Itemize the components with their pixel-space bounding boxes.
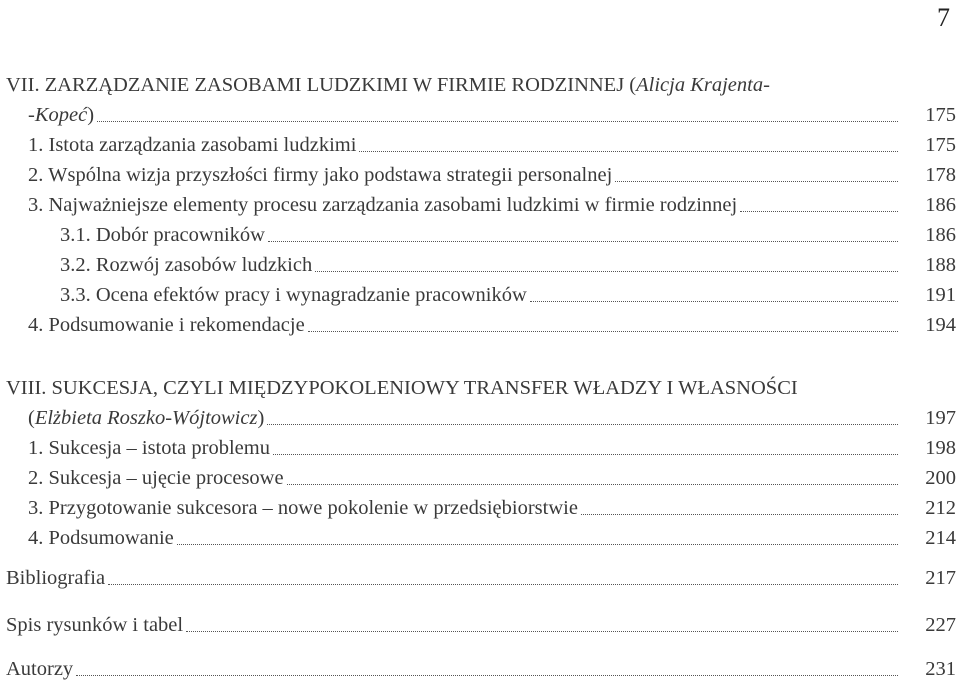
entry-label: 3.3. Ocena efektów pracy i wynagradzanie pracowników xyxy=(60,284,527,306)
toc-entry[interactable] xyxy=(6,280,956,310)
entry-page: 214 xyxy=(925,527,956,549)
toc-entry[interactable] xyxy=(6,250,956,280)
toc-entry[interactable] xyxy=(6,403,956,433)
entry-label: 1. Istota zarządzania zasobami ludzkimi xyxy=(28,134,357,156)
chapter-heading xyxy=(6,373,798,403)
entry-page: 175 xyxy=(925,134,956,156)
dot-leader xyxy=(186,631,898,632)
entry-label: 2. Wspólna wizja przyszłości firmy jako podstawa strategii personalnej xyxy=(28,164,613,186)
dot-leader xyxy=(177,544,898,545)
dot-leader xyxy=(308,331,898,332)
dot-leader xyxy=(315,271,898,272)
entry-page: 188 xyxy=(925,254,956,276)
entry-suffix: ) xyxy=(257,407,265,429)
entry-page: 175 xyxy=(925,104,956,126)
toc-entry[interactable] xyxy=(6,463,956,493)
toc-entry[interactable] xyxy=(6,433,956,463)
toc-entry-authors[interactable] xyxy=(6,654,956,684)
entry-page: 198 xyxy=(925,437,956,459)
entry-page: 186 xyxy=(925,194,956,216)
dot-leader xyxy=(359,151,898,152)
chapter-title: VIII. SUKCESJA, CZYLI MIĘDZYPOKOLENIOWY TRANSFER WŁADZY I WŁASNOŚCI xyxy=(6,377,798,399)
toc-entry-bibliography[interactable] xyxy=(6,563,956,593)
entry-page: 186 xyxy=(925,224,956,246)
entry-page: 231 xyxy=(925,658,956,680)
entry-label: 3.2. Rozwój zasobów ludzkich xyxy=(60,254,313,276)
entry-page: 217 xyxy=(925,567,956,589)
entry-label: 3.1. Dobór pracowników xyxy=(60,224,265,246)
entry-suffix: ) xyxy=(87,104,95,126)
dot-leader xyxy=(76,675,898,676)
dot-leader xyxy=(740,211,898,212)
entry-author: Elżbieta Roszko-Wójtowicz xyxy=(34,407,258,429)
entry-label: 1. Sukcesja – istota problemu xyxy=(28,437,270,459)
chapter-heading xyxy=(6,70,770,100)
entry-author: -Kopeć xyxy=(28,104,88,126)
entry-prefix: ( xyxy=(28,407,35,429)
entry-page: 194 xyxy=(925,314,956,336)
entry-label: 3. Najważniejsze elementy procesu zarządzania zasobami ludzkimi w firmie rodzinnej xyxy=(28,194,738,216)
entry-label: Autorzy xyxy=(6,658,74,680)
entry-label: 4. Podsumowanie xyxy=(28,527,174,549)
toc-entry[interactable] xyxy=(6,493,956,523)
entry-label xyxy=(28,403,264,433)
entry-page: 197 xyxy=(925,407,956,429)
entry-label: Spis rysunków i tabel xyxy=(6,614,184,636)
entry-page: 178 xyxy=(925,164,956,186)
toc-entry[interactable] xyxy=(6,220,956,250)
toc-entry[interactable] xyxy=(6,190,956,220)
toc-entry[interactable] xyxy=(6,130,956,160)
dot-leader xyxy=(108,584,898,585)
entry-page: 200 xyxy=(925,467,956,489)
entry-page: 227 xyxy=(925,614,956,636)
dot-leader xyxy=(97,121,898,122)
entry-label: Bibliografia xyxy=(6,567,106,589)
entry-label: 3. Przygotowanie sukcesora – nowe pokolenie w przedsiębiorstwie xyxy=(28,497,578,519)
chapter-title: VII. ZARZĄDZANIE ZASOBAMI LUDZKIMI W FIRMIE RODZINNEJ ( xyxy=(6,74,637,96)
dot-leader xyxy=(581,514,898,515)
toc-entry[interactable] xyxy=(6,100,956,130)
toc-entry[interactable] xyxy=(6,310,956,340)
chapter-author: Alicja Krajenta- xyxy=(636,74,770,96)
toc-entry[interactable] xyxy=(6,523,956,553)
entry-page: 212 xyxy=(925,497,956,519)
dot-leader xyxy=(273,454,898,455)
page-number: 7 xyxy=(937,3,950,32)
dot-leader xyxy=(615,181,898,182)
dot-leader xyxy=(530,301,898,302)
dot-leader xyxy=(267,424,898,425)
entry-label xyxy=(28,100,94,130)
dot-leader xyxy=(268,241,898,242)
entry-page: 191 xyxy=(925,284,956,306)
entry-label: 4. Podsumowanie i rekomendacje xyxy=(28,314,305,336)
toc-entry-figures-tables[interactable] xyxy=(6,610,956,640)
toc-entry[interactable] xyxy=(6,160,956,190)
dot-leader xyxy=(287,484,898,485)
entry-label: 2. Sukcesja – ujęcie procesowe xyxy=(28,467,284,489)
